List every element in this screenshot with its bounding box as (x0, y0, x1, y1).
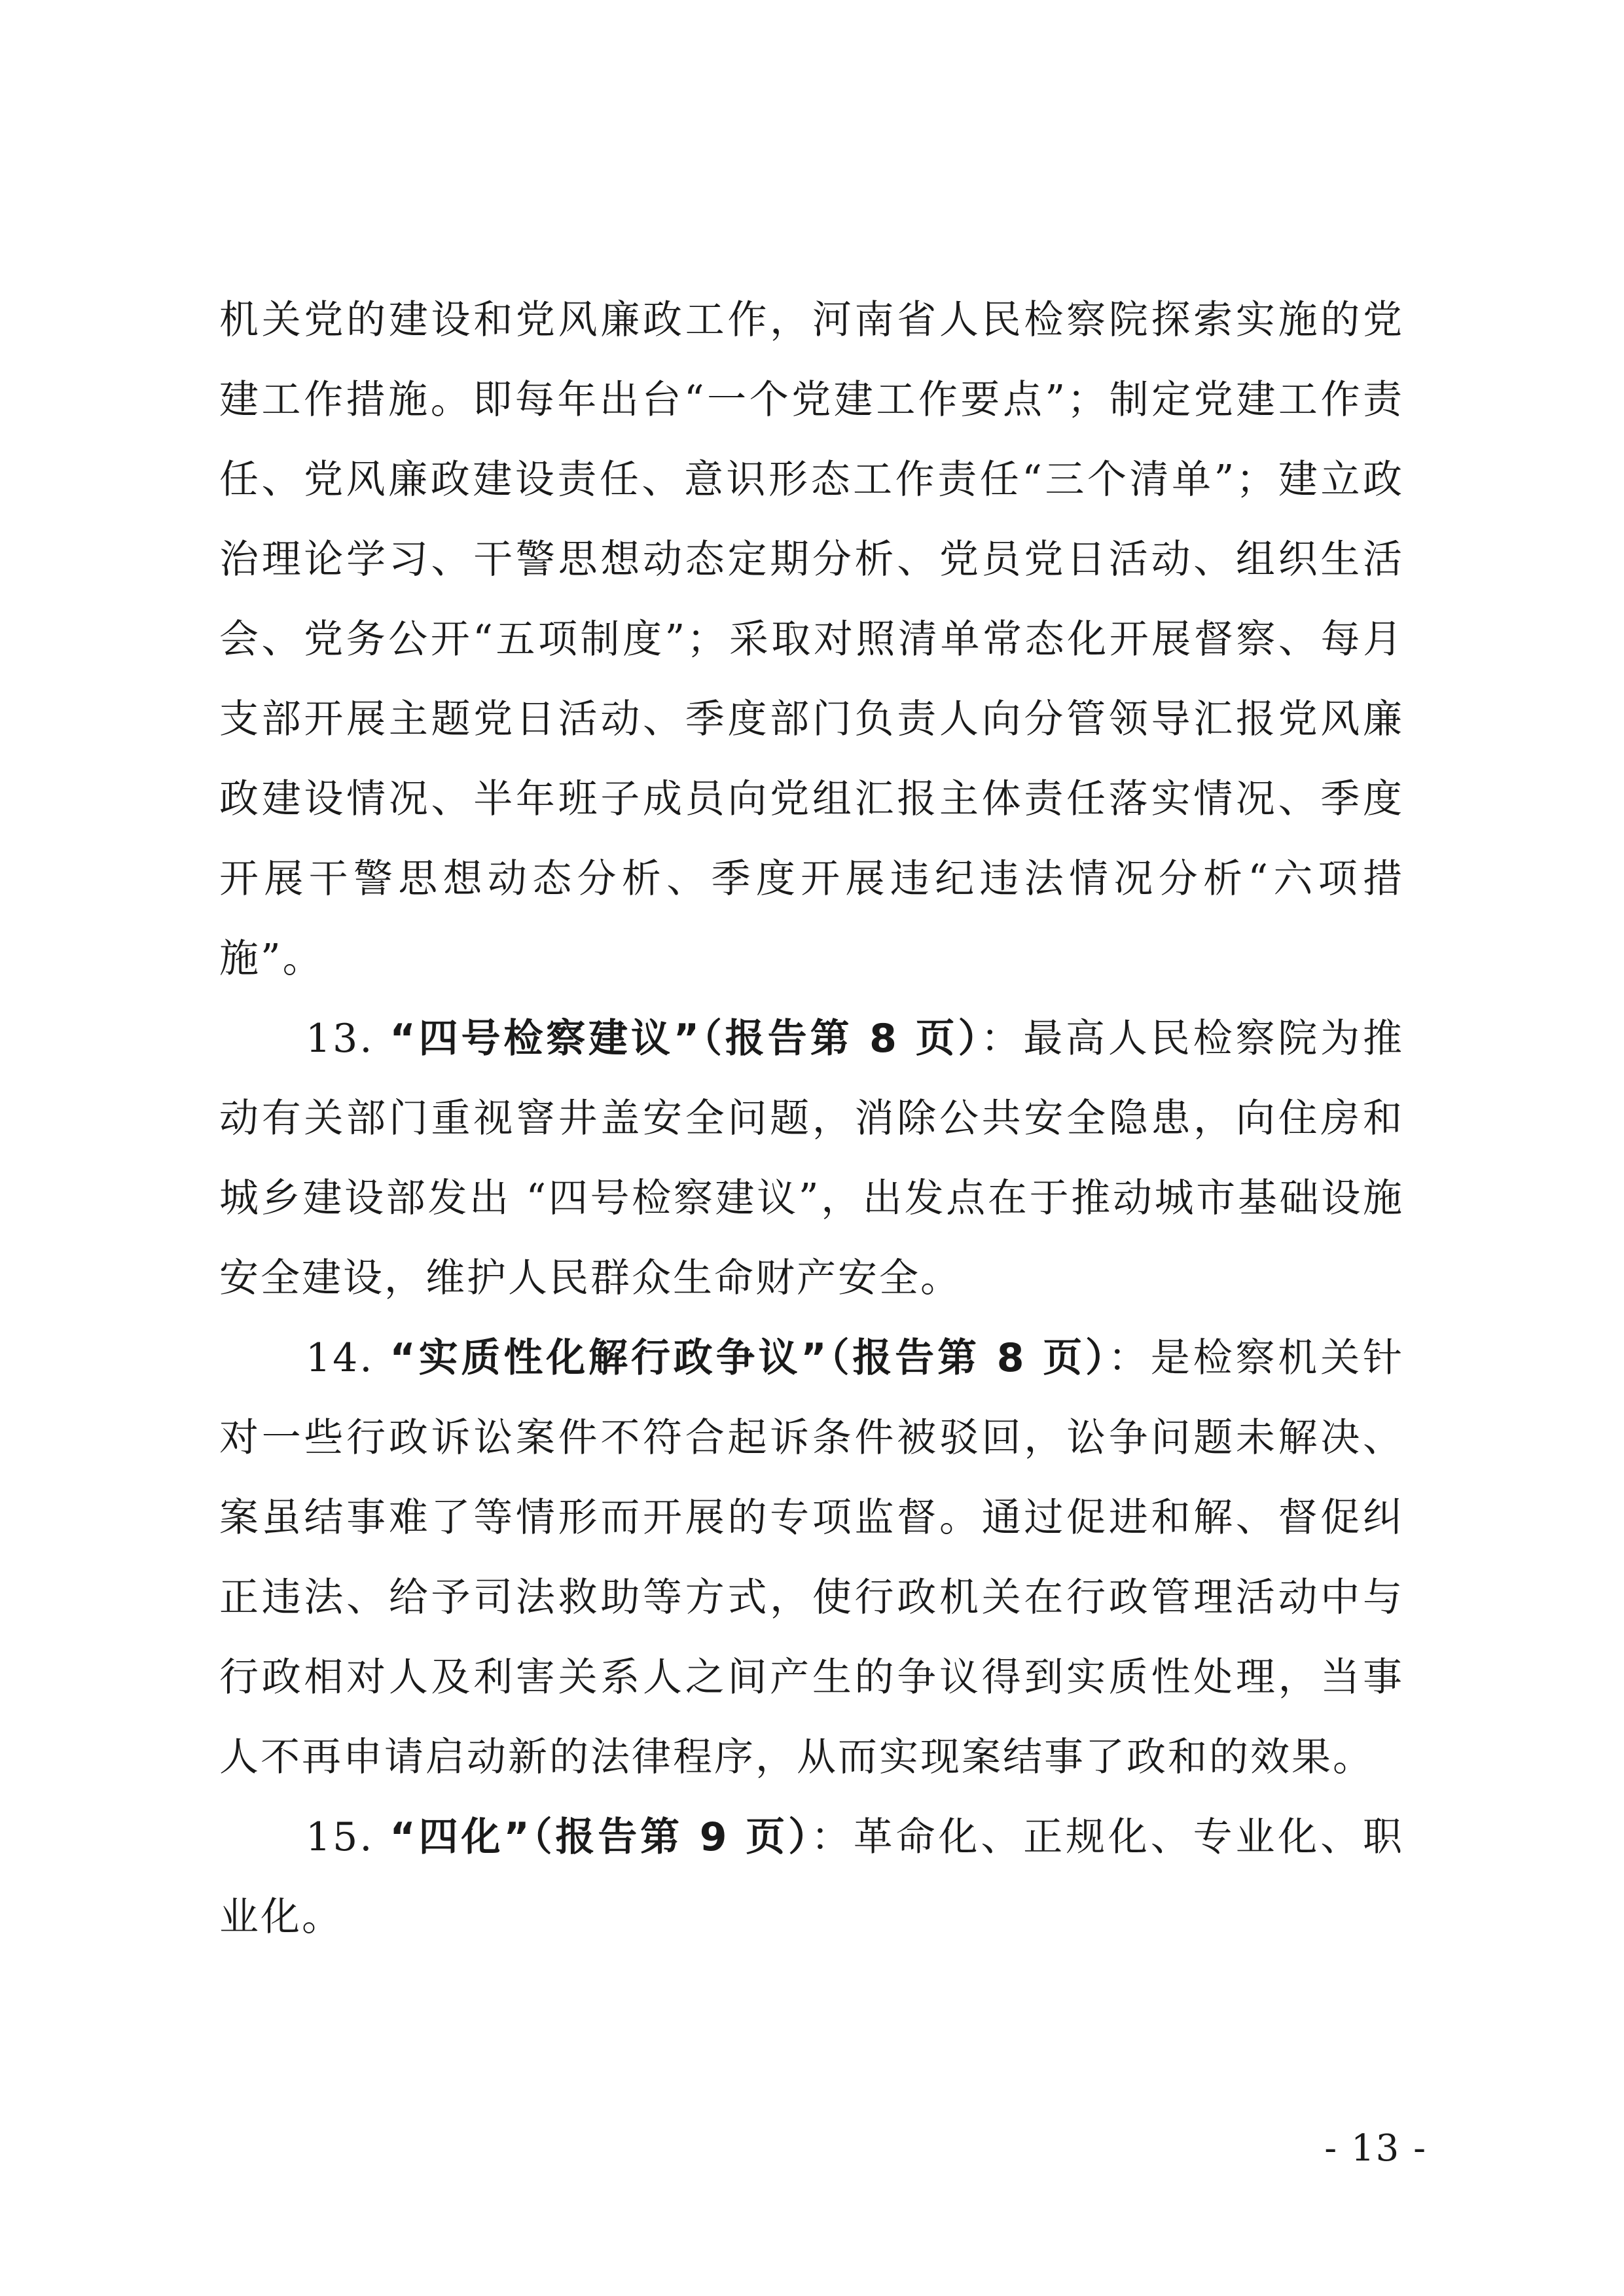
paragraph-14 (219, 1318, 1404, 1797)
paragraph-text: ：革命化、正规化、专业化、职业化。 (219, 1814, 1404, 1940)
paragraph-text: ：是检察机关针对一些行政诉讼案件不符合起诉条件被驳回，讼争问题未解决、案虽结事难了等情形而开展的专项监督。通过促进和解、督促纠正违法、给予司法救助等方式，使行政机关在行政管理活动中与行政相对人及利害关系人之间产生的争议得到实质性处理，当事人不再申请启动新的法律程序，从而实现案结事了政和的效果。 (219, 1335, 1405, 1780)
paragraph-number: 15. (306, 1814, 374, 1860)
paragraph-text: ：最高人民检察院为推动有关部门重视窨井盖安全问题，消除公共安全隐患，向住房和城乡建设部发出 “四号检察建议”，出发点在于推动城市基础设施安全建设，维护人民群众生命财产安全。 (219, 1016, 1405, 1301)
paragraph-number: 14. (306, 1335, 374, 1381)
paragraph-15 (219, 1797, 1404, 1957)
paragraph-number: 13. (306, 1016, 374, 1062)
paragraph-12-continuation (219, 280, 1404, 999)
paragraph-text: 机关党的建设和党风廉政工作，河南省人民检察院探索实施的党建工作措施。即每年出台“一个党建工作要点”；制定党建工作责任、党风廉政建设责任、意识形态工作责任“三个清单”；建立政治理论学习、干警思想动态定期分析、党员党日活动、组织生活会、党务公开“五项制度”；采取对照清单常态化开展督察、每月支部开展主题党日活动、季度部门负责人向分管领导汇报党风廉政建设情况、半年班子成员向党组汇报主体责任落实情况、季度开展干警思想动态分析、季度开展违纪违法情况分析“六项措施”。 (219, 297, 1404, 982)
term-heading: “四号检察建议”（报告第 8 页） (389, 1016, 981, 1062)
term-heading: “四化”（报告第 9 页） (389, 1814, 811, 1860)
page-number: - 13 - (1324, 2127, 1427, 2170)
paragraph-13 (219, 999, 1404, 1318)
document-body (219, 280, 1404, 1957)
term-heading: “实质性化解行政争议”（报告第 8 页） (389, 1335, 1108, 1381)
